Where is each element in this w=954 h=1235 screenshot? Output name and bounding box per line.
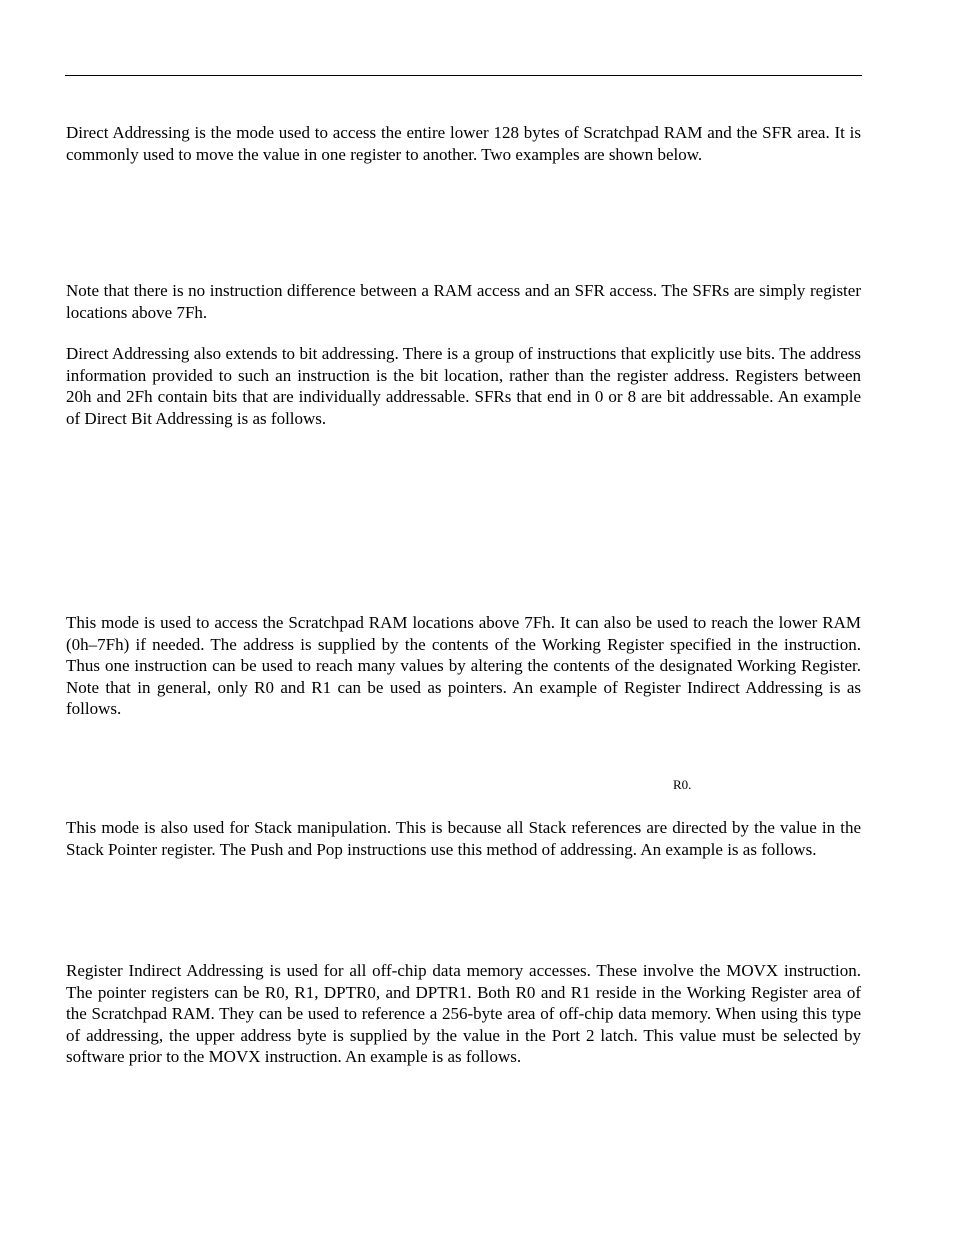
paragraph-direct-addressing-intro: Direct Addressing is the mode used to access the entire lower 128 bytes of Scratchpad RAM and the SFR area. It is commonly used to move the value in one register to another. Two examples are shown below. xyxy=(66,123,861,164)
code-fragment-r0: R0. xyxy=(673,777,692,792)
header-rule xyxy=(65,75,862,76)
paragraph-bit-addressing: Direct Addressing also extends to bit addressing. There is a group of instructions that explicitly use bits. The address information provided to such an instruction is the bit location, rather than the register address. Registers between 20h and 2Fh contain bits that are individually addressable. SFRs that end in 0 or 8 are bit addressable. An example of Direct Bit Addressing is as follows. xyxy=(66,344,861,428)
paragraph-stack-manipulation: This mode is also used for Stack manipulation. This is because all Stack references are directed by the value in the Stack Pointer register. The Push and Pop instructions use this method of addressing. An example is as follows. xyxy=(66,818,861,859)
paragraph-no-instruction-difference: Note that there is no instruction difference between a RAM access and an SFR access. The SFRs are simply register locations above 7Fh. xyxy=(66,281,861,322)
paragraph-register-indirect-intro: This mode is used to access the Scratchpad RAM locations above 7Fh. It can also be used to reach the lower RAM (0h–7Fh) if needed. The address is supplied by the contents of the Working Register specified in the instruction. Thus one instruction can be used to reach many values by altering the contents of the designated Working Register. Note that in general, only R0 and R1 can be used as pointers. An example of Register Indirect Addressing is as follows. xyxy=(66,613,861,718)
paragraph-offchip-memory: Register Indirect Addressing is used for all off-chip data memory accesses. These involve the MOVX instruction. The pointer registers can be R0, R1, DPTR0, and DPTR1. Both R0 and R1 reside in the Working Register area of the Scratchpad RAM. They can be used to reference a 256-byte area of off-chip data memory. When using this type of addressing, the upper address byte is supplied by the value in the Port 2 latch. This value must be selected by software prior to the MOVX instruction. An example is as follows. xyxy=(66,961,861,1066)
